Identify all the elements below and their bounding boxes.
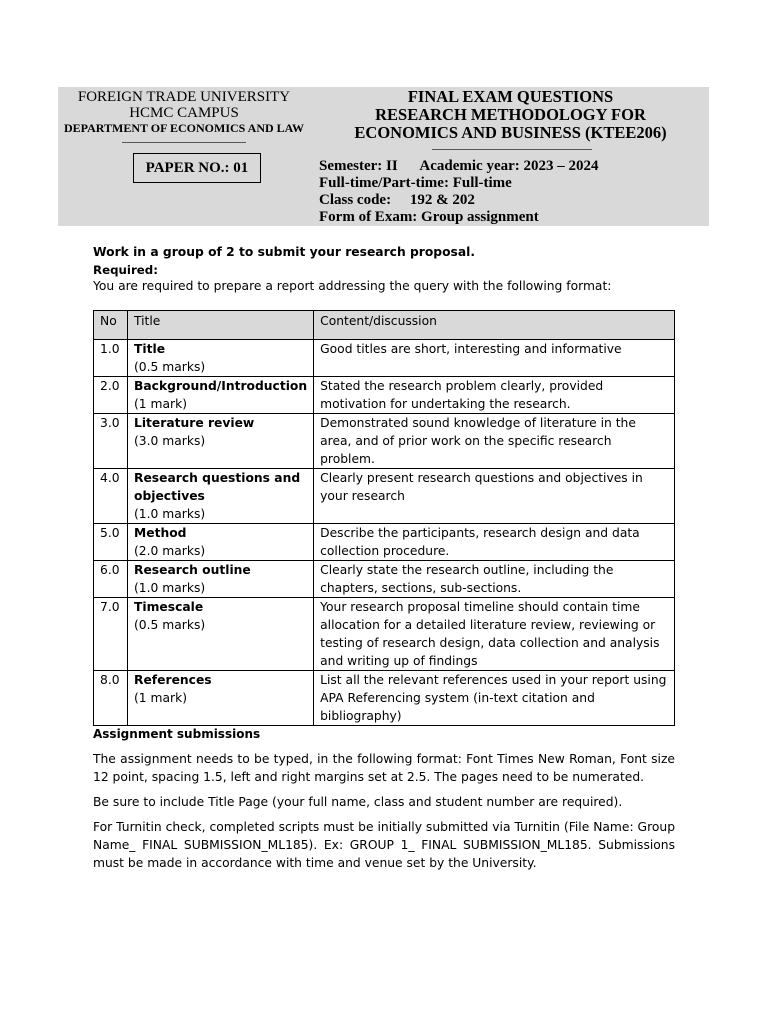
row-title-cell [128, 469, 314, 524]
table-row [94, 671, 675, 726]
row-title: Method [134, 526, 187, 540]
row-title: Timescale [134, 600, 204, 614]
table-row [94, 414, 675, 469]
row-no: 4.0 [94, 469, 128, 524]
paper-number-box [133, 153, 261, 183]
row-title-cell [128, 414, 314, 469]
department-underline [122, 142, 246, 143]
semester-line: Semester: II Academic year: 2023 – 2024 [319, 158, 599, 174]
row-title: Literature review [134, 416, 255, 430]
row-title-cell [128, 561, 314, 598]
exam-title-underline [432, 149, 592, 150]
row-title: References [134, 673, 212, 687]
row-title: Background/Introduction [134, 379, 308, 393]
row-content: Clearly state the research outline, including the chapters, sections, sub-sections. [314, 561, 675, 598]
table-row [94, 598, 675, 671]
row-content: Good titles are short, interesting and informative [314, 340, 675, 377]
submissions-format-paragraph: The assignment needs to be typed, in the following format: Font Times New Roman, Font size 12 point, spacing 1.5, left and right margins set at 2.5. The pages need to be numerated. [93, 752, 675, 784]
university-name: FOREIGN TRADE UNIVERSITY [77, 89, 291, 105]
row-no: 2.0 [94, 377, 128, 414]
row-content: Clearly present research questions and objectives in your research [314, 469, 675, 524]
exam-title-line2: RESEARCH METHODOLOGY FOR [375, 105, 646, 124]
exam-header [58, 87, 709, 226]
row-no: 7.0 [94, 598, 128, 671]
row-content: List all the relevant references used in your report using APA Referencing system (in-text citation and bibliography) [314, 671, 675, 726]
paper-number: PAPER NO.: 01 [145, 159, 249, 176]
row-marks: (2.0 marks) [134, 544, 206, 558]
required-text: You are required to prepare a report addressing the query with the following format: [93, 279, 612, 293]
turnitin-paragraph: For Turnitin check, completed scripts must be initially submitted via Turnitin (File Name: Group Name_ FINAL SUBMISSION_ML185). Ex: GROUP 1_ FINAL SUBMISSION_ML185. Submissions must be made in accordance with time and venue set by the University. [93, 820, 675, 870]
mode-line: Full-time/Part-time: Full-time [319, 175, 512, 191]
row-title-cell [128, 598, 314, 671]
row-no: 5.0 [94, 524, 128, 561]
row-title-cell [128, 340, 314, 377]
title-page-paragraph: Be sure to include Title Page (your full name, class and student number are required). [93, 795, 623, 809]
class-code-line: Class code: 192 & 202 [319, 192, 475, 208]
exam-form-line: Form of Exam: Group assignment [319, 209, 539, 225]
table-row [94, 469, 675, 524]
row-marks: (1 mark) [134, 397, 188, 411]
row-no: 3.0 [94, 414, 128, 469]
table-row [94, 524, 675, 561]
row-content: Your research proposal timeline should contain time allocation for a detailed literature review, reviewing or testing of research design, data collection and analysis and writing up of findings [314, 598, 675, 671]
row-marks: (0.5 marks) [134, 618, 206, 632]
row-marks: (0.5 marks) [134, 360, 206, 374]
row-title-cell [128, 377, 314, 414]
table-row [94, 561, 675, 598]
row-content: Describe the participants, research design and data collection procedure. [314, 524, 675, 561]
header-title: Title [128, 311, 314, 340]
row-title-cell [128, 671, 314, 726]
table-header-row [94, 311, 675, 340]
row-title: Title [134, 342, 166, 356]
row-marks: (1 mark) [134, 691, 188, 705]
row-no: 8.0 [94, 671, 128, 726]
requirements-table [93, 310, 675, 726]
row-marks: (3.0 marks) [134, 434, 206, 448]
exam-title-line3: ECONOMICS AND BUSINESS (KTEE206) [354, 123, 667, 142]
table-row [94, 340, 675, 377]
group-instruction: Work in a group of 2 to submit your research proposal. [93, 245, 476, 259]
header-content: Content/discussion [314, 311, 675, 340]
row-title: Research outline [134, 563, 251, 577]
exam-title-line1: FINAL EXAM QUESTIONS [407, 87, 614, 106]
row-content: Demonstrated sound knowledge of literature in the area, and of prior work on the specific research problem. [314, 414, 675, 469]
row-marks: (1.0 marks) [134, 507, 206, 521]
row-no: 6.0 [94, 561, 128, 598]
table-row [94, 377, 675, 414]
row-no: 1.0 [94, 340, 128, 377]
row-marks: (1.0 marks) [134, 581, 206, 595]
department-name: DEPARTMENT OF ECONOMICS AND LAW [63, 121, 305, 135]
row-title-cell [128, 524, 314, 561]
row-content: Stated the research problem clearly, provided motivation for undertaking the research. [314, 377, 675, 414]
submissions-heading: Assignment submissions [93, 727, 261, 741]
required-label: Required: [93, 263, 158, 277]
header-no: No [94, 311, 128, 340]
campus-name: HCMC CAMPUS [129, 105, 239, 121]
row-title: Research questions and objectives [134, 471, 301, 503]
